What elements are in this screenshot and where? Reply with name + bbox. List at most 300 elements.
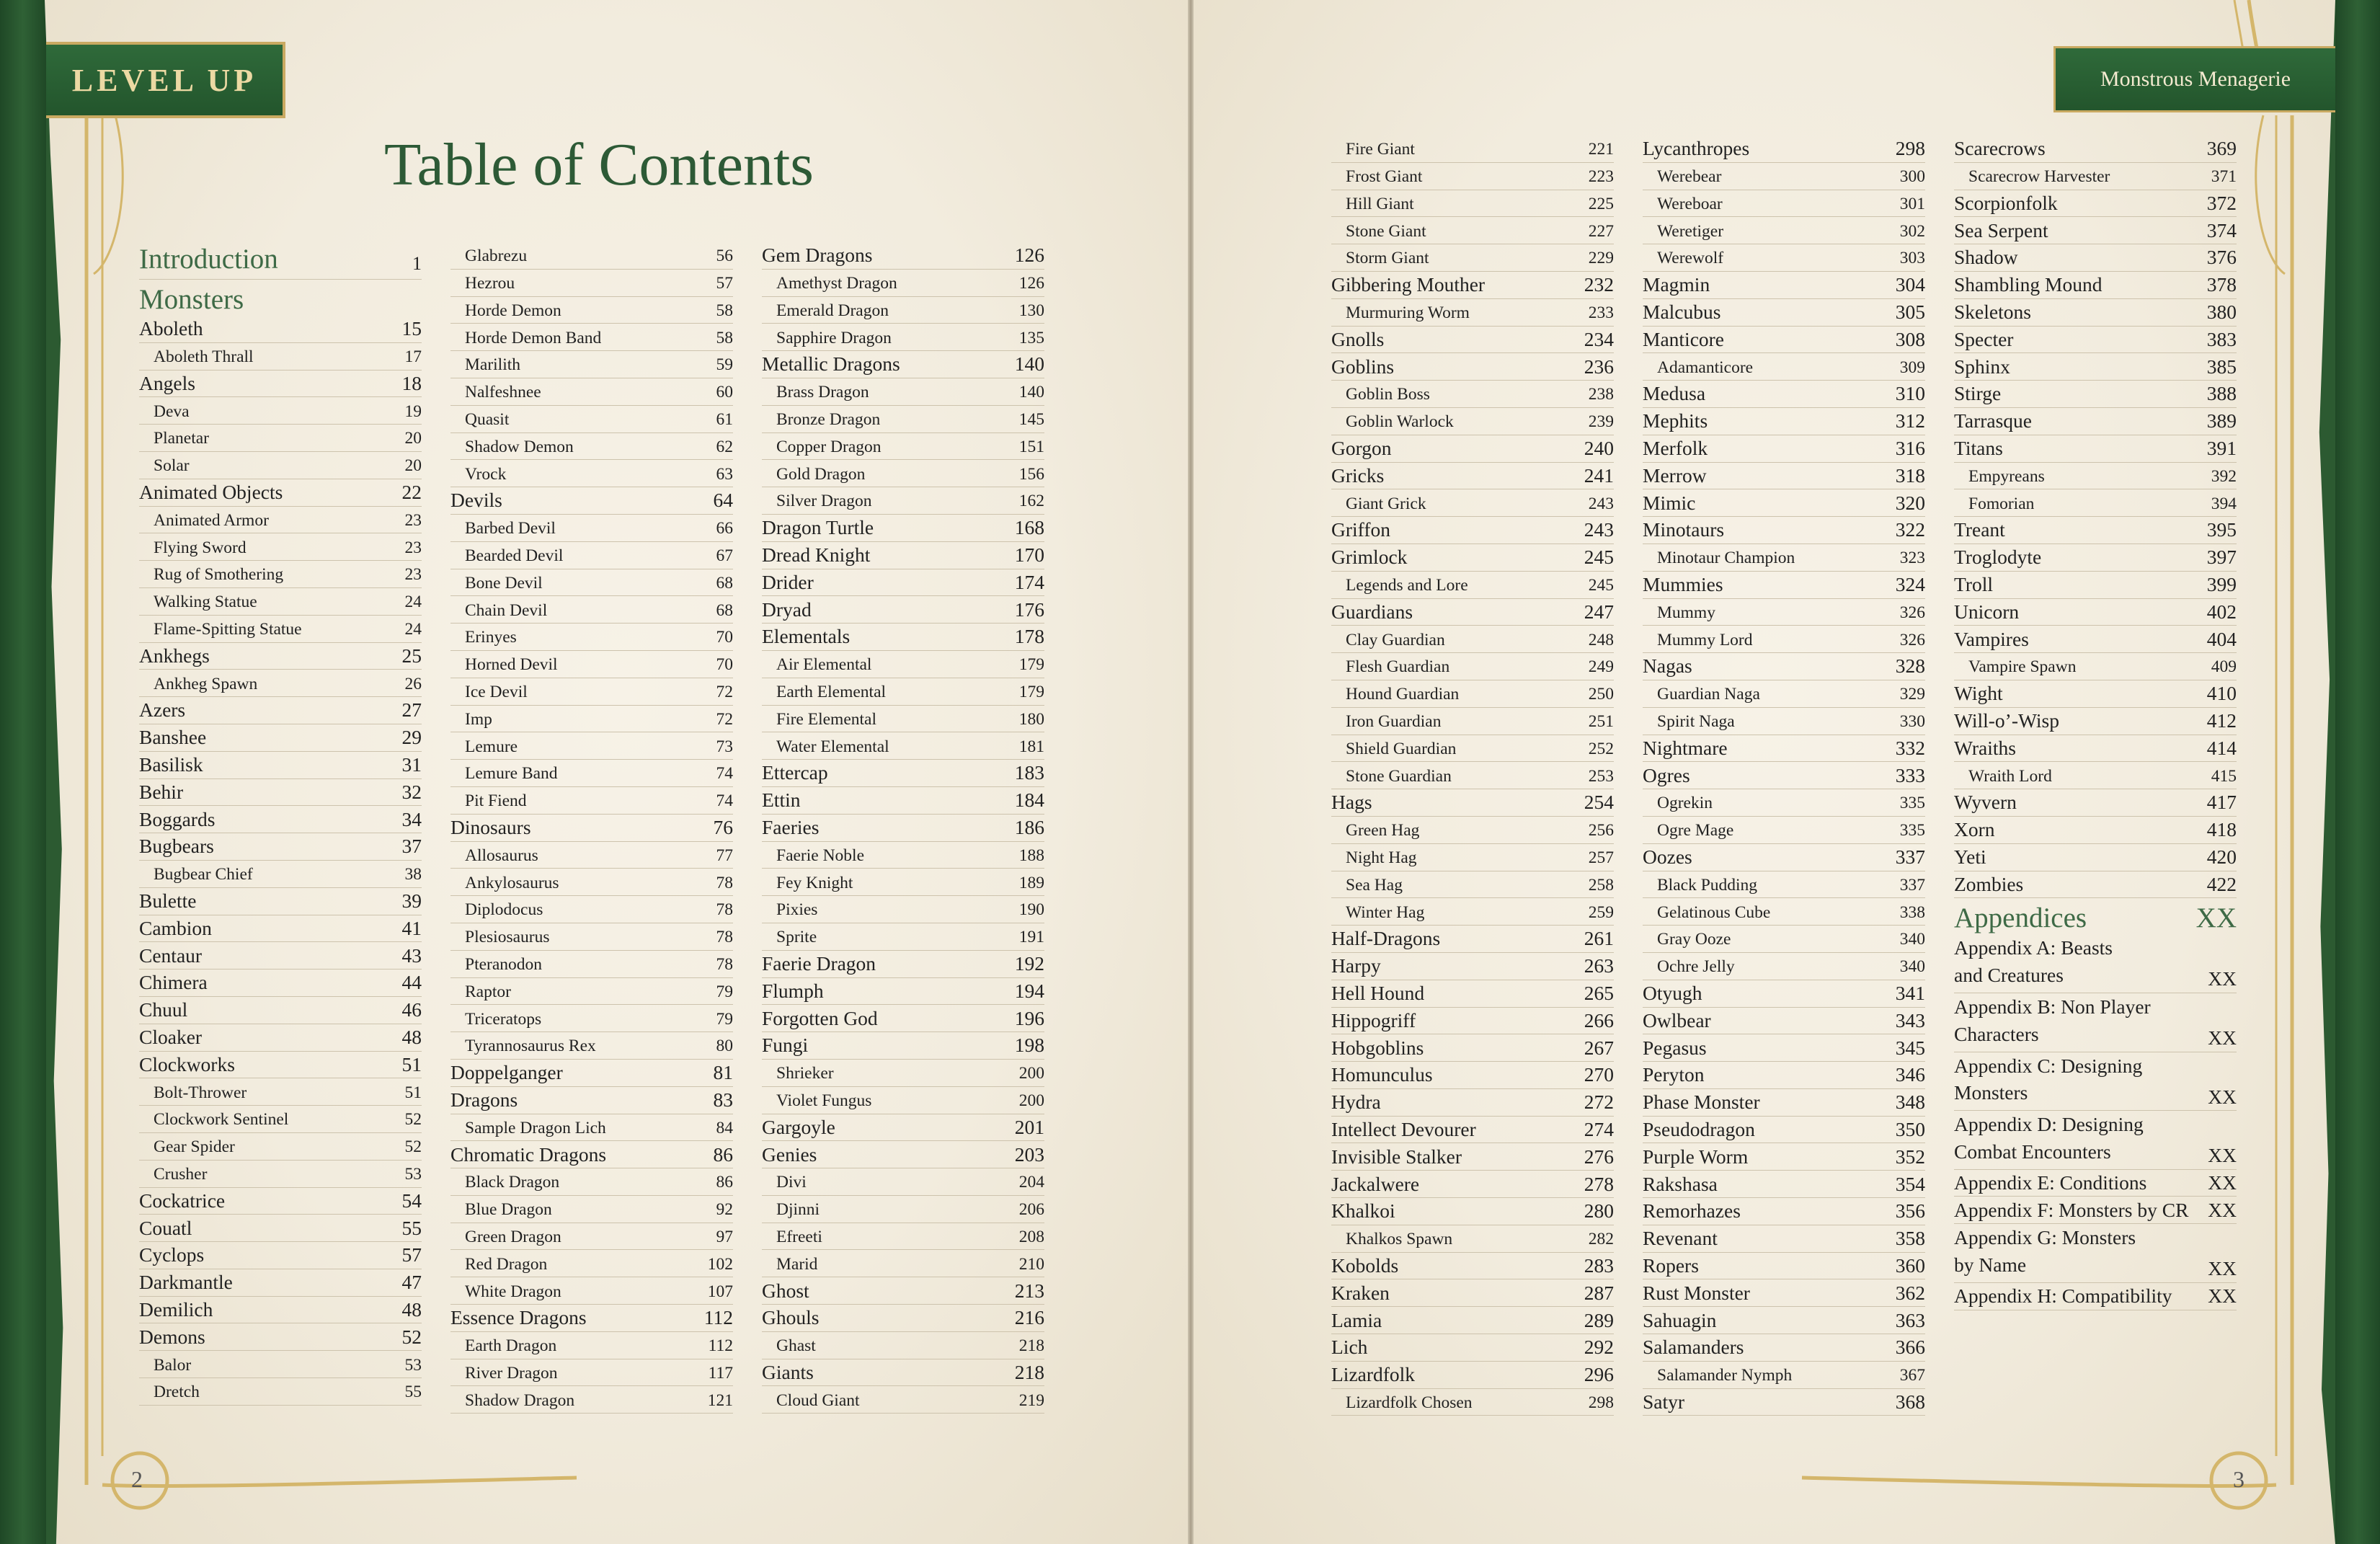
toc-entry[interactable] <box>450 1060 733 1087</box>
toc-subentry[interactable] <box>139 561 422 588</box>
toc-subentry[interactable] <box>1331 408 1614 435</box>
toc-subentry[interactable] <box>1331 381 1614 408</box>
toc-subentry[interactable] <box>1331 1225 1614 1253</box>
toc-subentry[interactable] <box>1331 572 1614 599</box>
toc-subentry[interactable] <box>762 1060 1044 1087</box>
toc-entry[interactable] <box>1954 217 2237 244</box>
toc-subentry[interactable] <box>1331 489 1614 517</box>
toc-entry[interactable] <box>139 724 422 752</box>
toc-entry-title: Magmin <box>1643 273 1710 296</box>
toc-entry[interactable] <box>450 1141 733 1168</box>
toc-entry-page: 51 <box>404 1083 422 1102</box>
toc-entry[interactable] <box>1954 435 2237 463</box>
toc-entry[interactable] <box>1643 435 1925 463</box>
toc-subentry[interactable] <box>450 842 733 869</box>
toc-subentry[interactable] <box>762 651 1044 678</box>
toc-subentry[interactable] <box>1643 789 1925 817</box>
toc-entry[interactable] <box>139 997 422 1024</box>
toc-subentry[interactable] <box>1643 626 1925 653</box>
toc-entry[interactable] <box>450 487 733 515</box>
toc-subentry[interactable] <box>1954 762 2237 789</box>
toc-subentry[interactable] <box>450 1114 733 1142</box>
toc-entry[interactable] <box>762 242 1044 270</box>
toc-subentry[interactable] <box>450 378 733 406</box>
toc-subentry[interactable] <box>450 460 733 487</box>
toc-entry[interactable] <box>1954 572 2237 599</box>
toc-subentry[interactable] <box>1331 680 1614 708</box>
toc-entry[interactable] <box>1643 844 1925 871</box>
toc-entry[interactable] <box>1643 489 1925 517</box>
toc-entry[interactable] <box>1954 680 2237 708</box>
toc-entry-title: Mummy <box>1657 603 1715 622</box>
toc-entry-title: Lemure <box>465 737 518 756</box>
toc-entry-title: Ropers <box>1643 1254 1699 1277</box>
toc-entry[interactable] <box>1643 1279 1925 1307</box>
toc-entry[interactable] <box>1954 708 2237 735</box>
toc-entry[interactable] <box>450 815 733 842</box>
toc-entry[interactable] <box>1643 1198 1925 1225</box>
toc-entry[interactable] <box>1643 272 1925 299</box>
toc-subentry[interactable] <box>1331 136 1614 163</box>
toc-subentry[interactable] <box>1331 299 1614 327</box>
toc-entry[interactable] <box>762 787 1044 815</box>
toc-subentry[interactable] <box>1643 817 1925 844</box>
toc-entry[interactable] <box>1954 789 2237 817</box>
toc-entry[interactable] <box>1954 517 2237 544</box>
toc-subentry[interactable] <box>1643 871 1925 899</box>
toc-subentry[interactable] <box>450 678 733 706</box>
toc-subentry[interactable] <box>139 397 422 425</box>
toc-entry[interactable] <box>1331 980 1614 1008</box>
toc-entry-title: Ghouls <box>762 1306 820 1329</box>
toc-subentry[interactable] <box>1331 190 1614 218</box>
toc-entry-page: 312 <box>1895 409 1925 432</box>
toc-entry-page: 318 <box>1895 463 1925 487</box>
toc-entry[interactable] <box>762 515 1044 542</box>
toc-entry[interactable] <box>1643 408 1925 435</box>
toc-subentry[interactable] <box>450 1250 733 1277</box>
toc-entry[interactable] <box>1331 1362 1614 1389</box>
toc-entry[interactable] <box>1643 463 1925 490</box>
toc-subentry[interactable] <box>1331 244 1614 272</box>
toc-subentry[interactable] <box>450 242 733 270</box>
toc-subentry[interactable] <box>1954 653 2237 680</box>
toc-entry[interactable] <box>1643 653 1925 680</box>
toc-subentry[interactable] <box>139 861 422 888</box>
toc-entry[interactable] <box>1643 517 1925 544</box>
toc-subentry[interactable] <box>139 507 422 534</box>
toc-entry[interactable] <box>762 1032 1044 1060</box>
toc-entry[interactable] <box>1643 136 1925 163</box>
toc-entry[interactable] <box>1331 272 1614 299</box>
toc-subentry[interactable] <box>139 452 422 479</box>
toc-entry[interactable] <box>1643 1062 1925 1089</box>
toc-subentry[interactable] <box>1331 1389 1614 1416</box>
toc-entry[interactable] <box>139 915 422 943</box>
toc-subentry[interactable] <box>1643 353 1925 381</box>
toc-entry[interactable] <box>1954 136 2237 163</box>
toc-entry[interactable] <box>1954 735 2237 763</box>
toc-entry[interactable] <box>139 643 422 670</box>
toc-entry[interactable] <box>1643 299 1925 327</box>
toc-entry[interactable] <box>1954 626 2237 653</box>
toc-entry[interactable] <box>1643 980 1925 1008</box>
toc-entry-title: Appendix B: Non Player Characters <box>1954 995 2151 1045</box>
toc-entry-page: 78 <box>716 955 733 975</box>
toc-entry[interactable] <box>139 779 422 807</box>
toc-entry[interactable] <box>1954 1283 2237 1310</box>
toc-section-heading[interactable] <box>139 280 422 316</box>
toc-subentry[interactable] <box>450 1359 733 1387</box>
toc-subentry[interactable] <box>1331 898 1614 926</box>
toc-entry-page: 194 <box>1014 979 1044 1002</box>
toc-entry[interactable] <box>1954 1170 2237 1197</box>
toc-subentry[interactable] <box>450 869 733 896</box>
toc-entry[interactable] <box>1643 572 1925 599</box>
toc-subentry[interactable] <box>450 297 733 324</box>
toc-entry[interactable] <box>1954 299 2237 327</box>
toc-entry[interactable] <box>1643 1008 1925 1035</box>
toc-subentry[interactable] <box>139 343 422 371</box>
toc-subentry[interactable] <box>762 678 1044 706</box>
toc-entry[interactable] <box>1954 272 2237 299</box>
toc-subentry[interactable] <box>139 670 422 697</box>
toc-entry[interactable] <box>762 1305 1044 1332</box>
toc-entry[interactable] <box>139 371 422 398</box>
toc-entry[interactable] <box>1331 353 1614 381</box>
toc-subentry[interactable] <box>139 1133 422 1161</box>
toc-entry-title: Cloud Giant <box>776 1390 860 1410</box>
toc-subentry[interactable] <box>762 869 1044 896</box>
toc-entry[interactable] <box>139 1297 422 1324</box>
toc-subentry[interactable] <box>762 842 1044 869</box>
toc-subentry[interactable] <box>450 951 733 978</box>
toc-entry[interactable] <box>139 1242 422 1269</box>
toc-subentry[interactable] <box>450 651 733 678</box>
toc-subentry[interactable] <box>1331 653 1614 680</box>
toc-entry-page: 151 <box>1018 437 1044 456</box>
toc-entry[interactable] <box>1954 190 2237 218</box>
toc-entry-title: Bugbear Chief <box>154 865 253 884</box>
toc-subentry[interactable] <box>139 588 422 616</box>
toc-entry[interactable] <box>450 1087 733 1114</box>
toc-subentry[interactable] <box>762 460 1044 487</box>
toc-entry[interactable] <box>1954 844 2237 871</box>
toc-entry[interactable] <box>1643 1143 1925 1171</box>
toc-subentry[interactable] <box>1331 817 1614 844</box>
toc-entry-title: Xorn <box>1954 818 1995 841</box>
toc-entry[interactable] <box>1643 1225 1925 1253</box>
toc-subentry[interactable] <box>450 542 733 569</box>
toc-subentry[interactable] <box>1331 844 1614 871</box>
toc-subentry[interactable] <box>450 1168 733 1196</box>
toc-entry-title: Specter <box>1954 327 2014 350</box>
toc-entry[interactable] <box>1954 244 2237 272</box>
toc-entry-page: 257 <box>1588 848 1614 868</box>
toc-subentry[interactable] <box>450 760 733 787</box>
toc-entry[interactable] <box>1331 517 1614 544</box>
toc-entry-title: Marilith <box>465 355 521 375</box>
toc-entry[interactable] <box>762 760 1044 787</box>
toc-entry[interactable] <box>762 569 1044 597</box>
toc-entry[interactable] <box>1643 1117 1925 1144</box>
toc-entry-title: Sapphire Dragon <box>776 328 892 347</box>
toc-entry-page: 126 <box>1018 274 1044 293</box>
toc-entry[interactable] <box>1331 1307 1614 1334</box>
toc-subentry[interactable] <box>450 732 733 760</box>
toc-entry[interactable] <box>762 1277 1044 1305</box>
toc-entry[interactable] <box>1331 1334 1614 1362</box>
toc-entry[interactable] <box>1954 327 2237 354</box>
toc-subentry[interactable] <box>1643 190 1925 218</box>
toc-subentry[interactable] <box>450 406 733 433</box>
toc-entry[interactable] <box>1331 1089 1614 1117</box>
toc-subentry[interactable] <box>139 533 422 561</box>
toc-entry[interactable] <box>1954 1197 2237 1224</box>
toc-subentry[interactable] <box>1643 898 1925 926</box>
toc-subentry[interactable] <box>450 978 733 1006</box>
toc-entry-page: XX <box>2195 902 2237 934</box>
toc-entry[interactable] <box>139 1323 422 1351</box>
toc-entry[interactable] <box>1643 762 1925 789</box>
toc-entry[interactable] <box>1331 1279 1614 1307</box>
toc-entry[interactable] <box>1331 435 1614 463</box>
toc-subentry[interactable] <box>450 1005 733 1032</box>
toc-entry[interactable] <box>139 888 422 915</box>
toc-entry[interactable] <box>1954 871 2237 899</box>
toc-entry[interactable] <box>139 1188 422 1215</box>
toc-subentry[interactable] <box>450 324 733 351</box>
toc-subentry[interactable] <box>450 1223 733 1251</box>
toc-entry[interactable] <box>1954 993 2237 1052</box>
toc-entry-title: Bulette <box>139 889 197 913</box>
toc-subentry[interactable] <box>450 270 733 297</box>
toc-entry[interactable] <box>762 624 1044 651</box>
toc-entry[interactable] <box>762 951 1044 978</box>
toc-entry[interactable] <box>762 978 1044 1006</box>
toc-entry[interactable] <box>1643 1307 1925 1334</box>
toc-subentry[interactable] <box>762 896 1044 923</box>
toc-subentry[interactable] <box>762 324 1044 351</box>
toc-subentry[interactable] <box>1331 626 1614 653</box>
toc-entry[interactable] <box>1954 408 2237 435</box>
toc-subentry[interactable] <box>450 706 733 733</box>
toc-subentry[interactable] <box>450 1332 733 1359</box>
toc-entry-page: 233 <box>1588 303 1614 323</box>
toc-subentry[interactable] <box>1643 217 1925 244</box>
toc-entry[interactable] <box>1954 381 2237 408</box>
toc-subentry[interactable] <box>1643 163 1925 190</box>
toc-subentry[interactable] <box>762 706 1044 733</box>
toc-entry[interactable] <box>139 970 422 997</box>
toc-subentry[interactable] <box>450 1277 733 1305</box>
toc-entry-page: 56 <box>716 247 733 266</box>
toc-entry-title: Aboleth <box>139 317 203 340</box>
toc-subentry[interactable] <box>762 1196 1044 1223</box>
toc-subentry[interactable] <box>762 923 1044 951</box>
toc-entry[interactable] <box>1643 1089 1925 1117</box>
toc-subentry[interactable] <box>139 1351 422 1378</box>
toc-entry[interactable] <box>1331 1034 1614 1062</box>
toc-subentry[interactable] <box>450 896 733 923</box>
toc-subentry[interactable] <box>139 1378 422 1406</box>
toc-entry-page: 358 <box>1895 1227 1925 1250</box>
toc-entry[interactable] <box>1331 1171 1614 1198</box>
toc-entry[interactable] <box>1331 1008 1614 1035</box>
toc-subentry[interactable] <box>1331 871 1614 899</box>
toc-subentry[interactable] <box>450 923 733 951</box>
toc-subentry[interactable] <box>139 616 422 643</box>
toc-entry[interactable] <box>1643 381 1925 408</box>
toc-subentry[interactable] <box>1331 735 1614 763</box>
toc-entry[interactable] <box>1331 544 1614 572</box>
toc-entry-title: Unicorn <box>1954 600 2020 623</box>
toc-subentry[interactable] <box>762 1250 1044 1277</box>
toc-subentry[interactable] <box>1643 1362 1925 1389</box>
toc-subentry[interactable] <box>450 1196 733 1223</box>
toc-subentry[interactable] <box>139 1106 422 1133</box>
toc-subentry[interactable] <box>450 624 733 651</box>
toc-subentry[interactable] <box>1643 953 1925 980</box>
toc-entry-page: 64 <box>713 489 733 512</box>
toc-entry-title: Homunculus <box>1331 1063 1433 1086</box>
toc-subentry[interactable] <box>762 433 1044 461</box>
toc-subentry[interactable] <box>450 787 733 815</box>
toc-subentry[interactable] <box>1954 489 2237 517</box>
toc-subentry[interactable] <box>762 487 1044 515</box>
toc-subentry[interactable] <box>762 270 1044 297</box>
toc-entry[interactable] <box>139 752 422 779</box>
toc-entry[interactable] <box>1643 327 1925 354</box>
toc-entry-title: Sea Serpent <box>1954 218 2048 241</box>
toc-subentry[interactable] <box>762 1087 1044 1114</box>
toc-entry[interactable] <box>1331 1143 1614 1171</box>
toc-entry-title: Storm Giant <box>1346 249 1429 268</box>
toc-entry[interactable] <box>1954 599 2237 626</box>
toc-entry[interactable] <box>1331 463 1614 490</box>
toc-entry[interactable] <box>139 242 422 280</box>
toc-entry[interactable] <box>1331 1253 1614 1280</box>
toc-subentry[interactable] <box>450 1032 733 1060</box>
toc-entry[interactable] <box>450 1305 733 1332</box>
toc-subentry[interactable] <box>762 1223 1044 1251</box>
toc-entry-page: 372 <box>2206 191 2237 214</box>
toc-entry-page: 292 <box>1584 1336 1614 1359</box>
toc-subentry[interactable] <box>1331 163 1614 190</box>
toc-subentry[interactable] <box>450 569 733 597</box>
toc-entry[interactable] <box>1954 353 2237 381</box>
toc-subentry[interactable] <box>762 732 1044 760</box>
toc-entry[interactable] <box>1331 789 1614 817</box>
toc-subentry[interactable] <box>1331 217 1614 244</box>
toc-entry-title: Sea Hag <box>1346 875 1403 895</box>
toc-entry[interactable] <box>1643 1334 1925 1362</box>
toc-entry[interactable] <box>1643 735 1925 763</box>
toc-subentry[interactable] <box>762 1386 1044 1414</box>
toc-subentry[interactable] <box>762 406 1044 433</box>
toc-subentry[interactable] <box>1643 544 1925 572</box>
toc-subentry[interactable] <box>450 596 733 624</box>
toc-entry[interactable] <box>762 1141 1044 1168</box>
toc-entry[interactable] <box>139 1052 422 1079</box>
toc-entry[interactable] <box>762 1359 1044 1387</box>
toc-entry[interactable] <box>1643 1171 1925 1198</box>
toc-entry[interactable] <box>762 1114 1044 1142</box>
toc-section-heading[interactable] <box>1954 898 2237 934</box>
toc-entry[interactable] <box>139 1269 422 1297</box>
toc-subentry[interactable] <box>762 1332 1044 1359</box>
toc-entry[interactable] <box>1643 1389 1925 1416</box>
toc-entry[interactable] <box>762 351 1044 378</box>
toc-entry-title: Pegasus <box>1643 1036 1707 1059</box>
toc-entry[interactable] <box>1954 1111 2237 1170</box>
toc-subentry[interactable] <box>1643 599 1925 626</box>
toc-subentry[interactable] <box>1954 463 2237 490</box>
toc-entry[interactable] <box>139 1024 422 1052</box>
toc-entry[interactable] <box>1331 953 1614 980</box>
toc-subentry[interactable] <box>450 433 733 461</box>
toc-entry[interactable] <box>762 1005 1044 1032</box>
toc-entry[interactable] <box>1331 1198 1614 1225</box>
toc-entry[interactable] <box>762 596 1044 624</box>
toc-subentry[interactable] <box>450 351 733 378</box>
toc-subentry[interactable] <box>450 1386 733 1414</box>
toc-subentry[interactable] <box>762 1168 1044 1196</box>
toc-entry[interactable] <box>139 479 422 507</box>
toc-entry[interactable] <box>139 833 422 861</box>
toc-entry[interactable] <box>1954 934 2237 993</box>
toc-entry-page: 322 <box>1895 518 1925 541</box>
toc-entry[interactable] <box>1643 1253 1925 1280</box>
toc-subentry[interactable] <box>1643 680 1925 708</box>
toc-entry[interactable] <box>1643 1034 1925 1062</box>
toc-entry[interactable] <box>762 815 1044 842</box>
toc-entry[interactable] <box>139 942 422 970</box>
toc-entry[interactable] <box>139 697 422 724</box>
toc-entry[interactable] <box>762 542 1044 569</box>
toc-subentry[interactable] <box>762 297 1044 324</box>
toc-entry[interactable] <box>1331 327 1614 354</box>
toc-entry[interactable] <box>139 806 422 833</box>
toc-subentry[interactable] <box>139 1078 422 1106</box>
toc-subentry[interactable] <box>1331 762 1614 789</box>
toc-entry-page: 218 <box>1014 1360 1044 1383</box>
toc-entry-page: 266 <box>1584 1008 1614 1031</box>
toc-subentry[interactable] <box>139 1161 422 1188</box>
toc-entry[interactable] <box>1331 1062 1614 1089</box>
toc-column-6 <box>1954 136 2237 1310</box>
toc-entry[interactable] <box>1331 1117 1614 1144</box>
toc-subentry[interactable] <box>1643 926 1925 953</box>
toc-entry-title: Triceratops <box>465 1009 542 1029</box>
toc-subentry[interactable] <box>1954 163 2237 190</box>
toc-entry[interactable] <box>1954 544 2237 572</box>
toc-entry[interactable] <box>1331 926 1614 953</box>
toc-subentry[interactable] <box>1643 244 1925 272</box>
toc-entry[interactable] <box>1954 817 2237 844</box>
toc-subentry[interactable] <box>1331 708 1614 735</box>
toc-entry[interactable] <box>139 316 422 343</box>
toc-subentry[interactable] <box>762 378 1044 406</box>
toc-entry[interactable] <box>1954 1052 2237 1112</box>
toc-entry[interactable] <box>1331 599 1614 626</box>
toc-subentry[interactable] <box>139 425 422 452</box>
toc-subentry[interactable] <box>1643 708 1925 735</box>
toc-subentry[interactable] <box>450 515 733 542</box>
toc-entry[interactable] <box>139 1215 422 1242</box>
toc-entry[interactable] <box>1954 1224 2237 1283</box>
toc-entry-page: 206 <box>1018 1200 1044 1220</box>
